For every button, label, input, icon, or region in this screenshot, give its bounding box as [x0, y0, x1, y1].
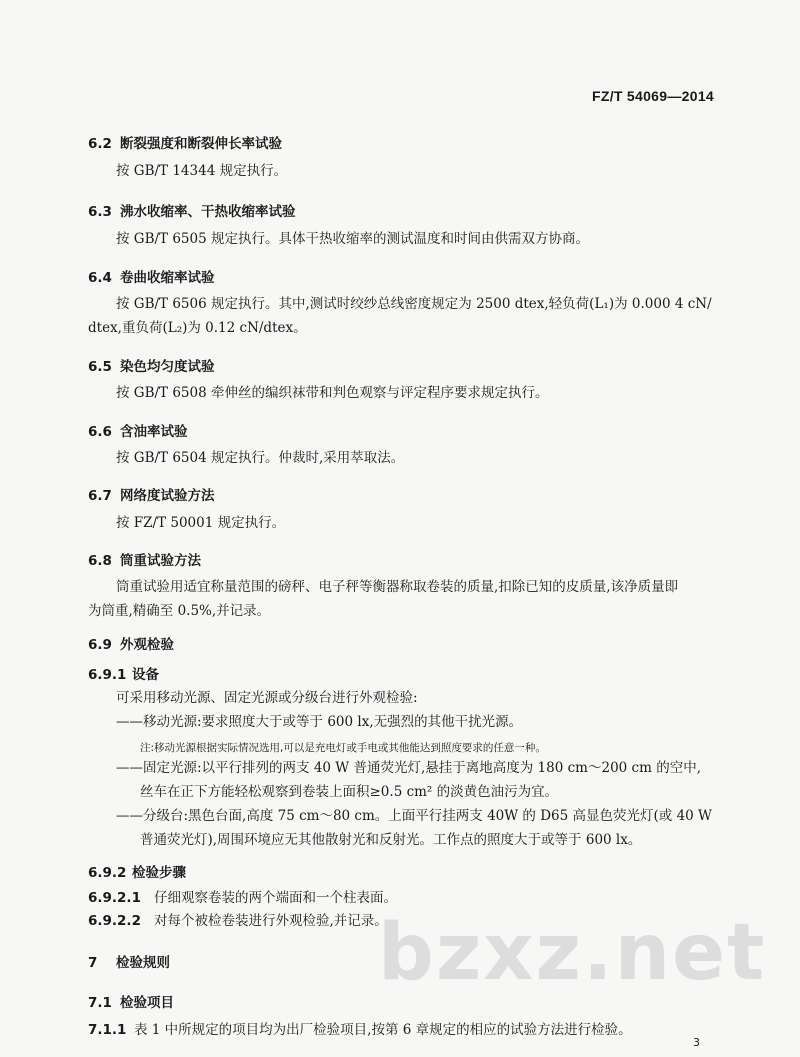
heading-6-9	[88, 633, 174, 653]
paragraph-6-8-line2: 为筒重,精确至 0.5%,并记录。	[88, 603, 271, 619]
heading-number: 6.3	[88, 204, 112, 220]
equipment-item-fixed-line2: 丝车在正下方能轻松观察到卷装上面积≥0.5 cm² 的淡黄色油污为宜。	[140, 784, 559, 800]
heading-6-7	[88, 484, 215, 504]
step-text: 对每个被检卷装进行外观检验,并记录。	[154, 913, 388, 929]
heading-6-5	[88, 355, 215, 375]
heading-number: 6.9.2	[88, 865, 127, 881]
heading-title: 筒重试验方法	[120, 553, 201, 569]
heading-number: 6.9.1	[88, 667, 127, 683]
heading-7	[88, 951, 170, 971]
heading-6-4	[88, 266, 215, 286]
heading-number: 6.6	[88, 424, 112, 440]
heading-title: 网络度试验方法	[120, 488, 215, 504]
heading-title: 断裂强度和断裂伸长率试验	[120, 136, 282, 152]
step-number: 7.1.1	[88, 1022, 127, 1038]
watermark: bzxz.net	[378, 908, 767, 998]
heading-number: 6.9	[88, 637, 112, 653]
heading-6-9-1	[88, 663, 159, 683]
step-text: 表 1 中所规定的项目均为出厂检验项目,按第 6 章规定的相应的试验方法进行检验。	[134, 1022, 632, 1038]
heading-title: 染色均匀度试验	[120, 359, 215, 375]
paragraph-6-3: 按 GB/T 6505 规定执行。具体干热收缩率的测试温度和时间由供需双方协商。	[116, 231, 589, 247]
step-6-9-2-2	[88, 909, 388, 929]
heading-number: 6.7	[88, 488, 112, 504]
paragraph-6-4-line2: dtex,重负荷(L₂)为 0.12 cN/dtex。	[88, 320, 307, 336]
equipment-item-grading-line2: 普通荧光灯),周围环境应无其他散射光和反射光。工作点的照度大于或等于 600 lx。	[140, 832, 642, 848]
equipment-item-fixed-line1: ——固定光源:以平行排列的两支 40 W 普通荧光灯,悬挂于离地高度为 180 cm～200 cm 的空中,	[116, 760, 701, 776]
heading-6-9-2	[88, 861, 186, 881]
step-6-9-2-1	[88, 886, 397, 906]
heading-title: 卷曲收缩率试验	[120, 270, 215, 286]
heading-7-1	[88, 991, 174, 1011]
paragraph-6-6: 按 GB/T 6504 规定执行。仲裁时,采用萃取法。	[116, 450, 405, 466]
standard-code: FZ/T 54069—2014	[591, 88, 714, 104]
heading-number: 6.8	[88, 553, 112, 569]
heading-number: 6.4	[88, 270, 112, 286]
equipment-intro: 可采用移动光源、固定光源或分级台进行外观检验:	[116, 690, 418, 706]
paragraph-7-1-1	[88, 1018, 632, 1038]
heading-title: 含油率试验	[120, 424, 188, 440]
paragraph-6-5: 按 GB/T 6508 牵伸丝的编织袜带和判色观察与评定程序要求规定执行。	[116, 385, 549, 401]
heading-title: 检验项目	[120, 995, 174, 1011]
heading-6-6	[88, 420, 188, 440]
heading-6-2	[88, 132, 282, 152]
step-number: 6.9.2.1	[88, 890, 141, 906]
paragraph-6-8-line1: 筒重试验用适宜称量范围的磅秤、电子秤等衡器称取卷装的质量,扣除已知的皮质量,该净质量即	[116, 579, 679, 595]
heading-title: 沸水收缩率、干热收缩率试验	[120, 204, 296, 220]
equipment-item-mobile: ——移动光源:要求照度大于或等于 600 lx,无强烈的其他干扰光源。	[116, 714, 523, 730]
heading-title: 检验规则	[116, 955, 170, 971]
step-number: 6.9.2.2	[88, 913, 141, 929]
heading-number: 6.2	[88, 136, 112, 152]
equipment-item-grading-line1: ——分级台:黑色台面,高度 75 cm～80 cm。上面平行挂两支 40W 的 D65 高显色荧光灯(或 40 W	[116, 808, 712, 824]
heading-title: 外观检验	[120, 637, 174, 653]
heading-6-8	[88, 549, 201, 569]
paragraph-6-4-line1: 按 GB/T 6506 规定执行。其中,测试时绞纱总线密度规定为 2500 dtex,轻负荷(L₁)为 0.000 4 cN/	[116, 296, 712, 312]
heading-title: 检验步骤	[132, 865, 186, 881]
heading-number: 7.1	[88, 995, 112, 1011]
paragraph-6-2: 按 GB/T 14344 规定执行。	[116, 163, 288, 179]
step-text: 仔细观察卷装的两个端面和一个柱表面。	[154, 890, 397, 906]
heading-6-3	[88, 200, 296, 220]
heading-number: 7	[88, 955, 98, 971]
paragraph-6-7: 按 FZ/T 50001 规定执行。	[116, 515, 286, 531]
heading-title: 设备	[132, 667, 159, 683]
equipment-note: 注:移动光源根据实际情况选用,可以是充电灯或手电或其他能达到照度要求的任意一种。	[140, 742, 546, 754]
page-number: 3	[693, 1036, 700, 1049]
heading-number: 6.5	[88, 359, 112, 375]
